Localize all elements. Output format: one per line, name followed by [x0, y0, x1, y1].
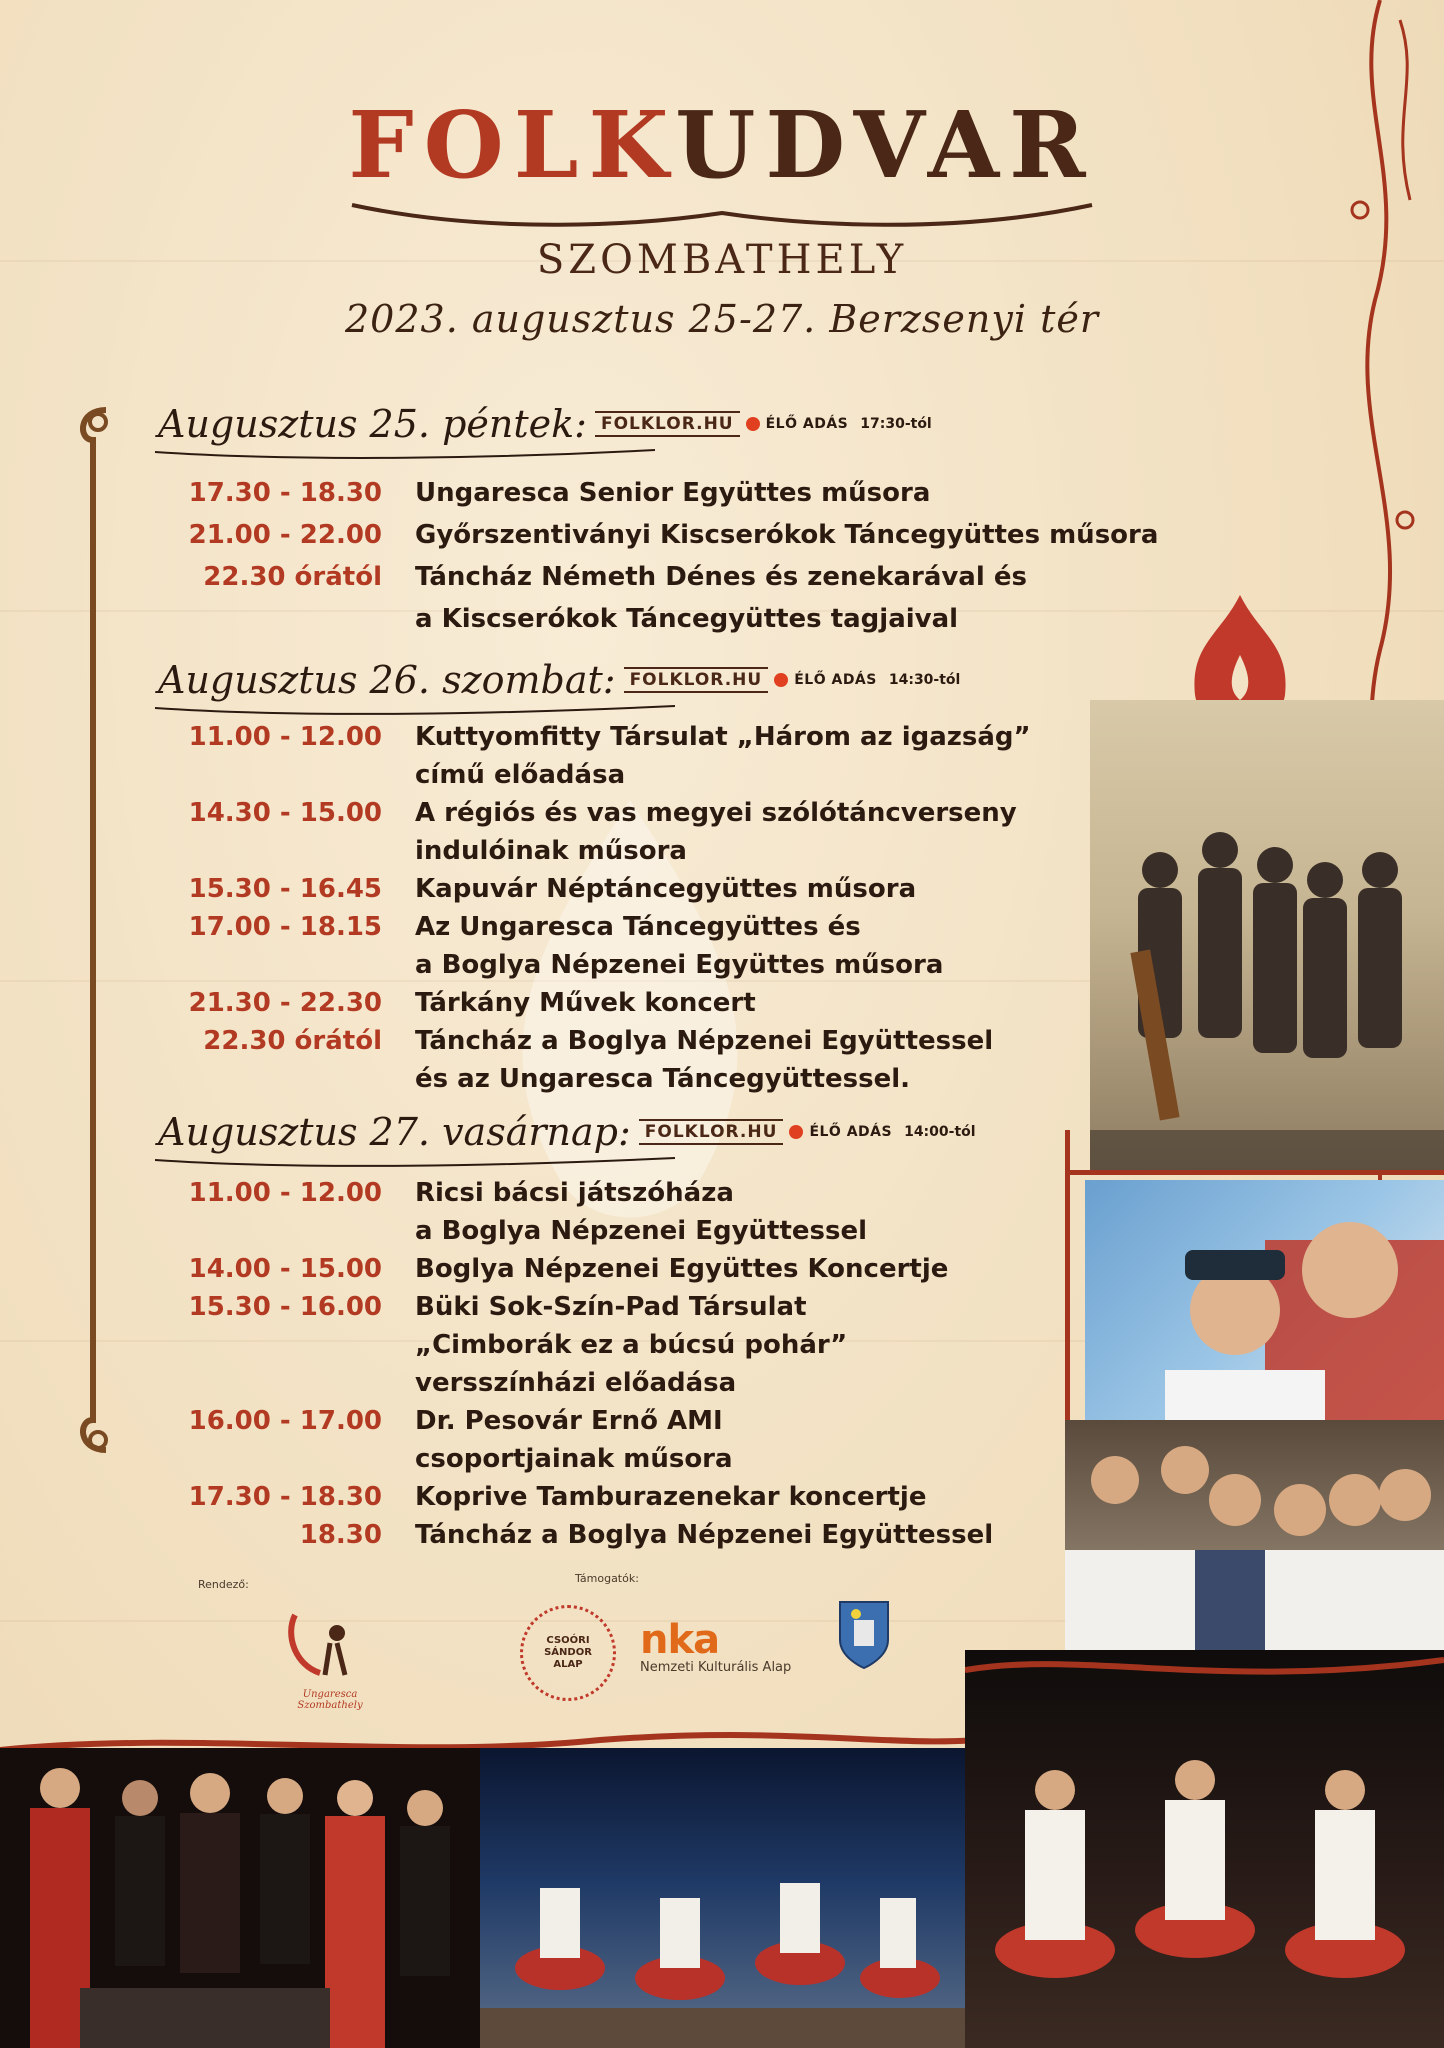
event-title-cont: című előadása	[415, 760, 626, 790]
band-photo	[1090, 700, 1444, 1170]
stage-dancers-photo	[480, 1748, 965, 2048]
festival-date: 2023. augusztus 25-27. Berzsenyi tér	[344, 297, 1100, 341]
schedule-row	[140, 988, 756, 1018]
day-title: Augusztus 27. vasárnap:	[158, 1110, 631, 1154]
live-dot-icon	[774, 673, 788, 687]
nka-name: Nemzeti Kulturális Alap	[640, 1660, 792, 1675]
event-time: 15.30 - 16.45	[188, 874, 382, 904]
event-time: 11.00 - 12.00	[188, 722, 382, 752]
underline-swash-icon	[155, 448, 655, 462]
event-time: 17.30 - 18.30	[188, 1482, 382, 1512]
live-badge	[624, 667, 961, 693]
logo-folk: FOLK	[348, 91, 676, 199]
event-time: 15.30 - 16.00	[188, 1292, 382, 1322]
event-title: Táncház a Boglya Népzenei Együttessel	[415, 1026, 994, 1056]
event-time: 16.00 - 17.00	[188, 1406, 382, 1436]
live-badge	[639, 1119, 976, 1145]
dancers-photo	[1085, 1180, 1444, 1450]
csoori-logo-text: CSOÓRI SÁNDOR ALAP	[544, 1635, 592, 1670]
event-title-cont: indulóinak műsora	[415, 836, 687, 866]
event-title-cont: versszínházi előadása	[415, 1368, 737, 1398]
underline-swash-icon	[155, 1156, 675, 1170]
schedule-row	[140, 478, 930, 508]
live-time: 14:00-tól	[904, 1124, 976, 1140]
photo-frame-border	[1065, 1170, 1444, 1175]
city-coat-of-arms-icon	[838, 1600, 890, 1670]
event-time: 17.30 - 18.30	[188, 478, 382, 508]
event-title: Tárkány Művek koncert	[415, 988, 756, 1018]
live-label: ÉLŐ ADÁS	[765, 416, 849, 432]
schedule-row	[140, 1520, 993, 1550]
event-time: 22.30 órától	[203, 562, 382, 592]
day-title: Augusztus 26. szombat:	[158, 658, 616, 702]
festival-logo	[0, 91, 1444, 199]
nka-logo	[640, 1617, 792, 1675]
event-time: 21.00 - 22.00	[188, 520, 382, 550]
poster-header	[0, 91, 1444, 341]
event-time: 17.00 - 18.15	[188, 912, 382, 942]
dancers-photo-illustration-icon	[1085, 1180, 1444, 1450]
live-badge	[595, 411, 932, 437]
event-title: Az Ungaresca Táncegyüttes és	[415, 912, 861, 942]
event-time: 22.30 órától	[203, 1026, 382, 1056]
event-title-cont: csoportjainak műsora	[415, 1444, 733, 1474]
live-label: ÉLŐ ADÁS	[794, 672, 877, 688]
event-time: 21.30 - 22.30	[188, 988, 382, 1018]
schedule-row	[140, 722, 1031, 752]
event-time: 11.00 - 12.00	[188, 1178, 382, 1208]
day-heading-3	[158, 1110, 976, 1154]
schedule-row	[140, 1254, 948, 1284]
schedule-row	[140, 1292, 807, 1322]
event-title: Ungaresca Senior Együttes műsora	[415, 478, 931, 508]
supporters-label: Támogatók:	[575, 1572, 639, 1585]
event-title: Büki Sok-Szín-Pad Társulat	[415, 1292, 807, 1322]
schedule-row	[140, 798, 1017, 828]
event-title-cont: a Kiscserókok Táncegyüttes tagjaival	[415, 604, 959, 634]
schedule-row	[140, 1026, 993, 1056]
event-title: Koprive Tamburazenekar koncertje	[415, 1482, 927, 1512]
event-title-cont: „Cimborák ez a búcsú pohár”	[415, 1330, 848, 1360]
folklor-logo: FOLKLOR.HU	[624, 667, 769, 693]
event-title-cont: a Boglya Népzenei Együttes műsora	[415, 950, 944, 980]
left-bracket-ornament-icon	[68, 400, 118, 1460]
nka-mark: nka	[640, 1617, 720, 1663]
logo-udvar: UDVAR	[675, 91, 1096, 199]
schedule-row	[140, 520, 1158, 550]
group-photo-illustration-icon	[1065, 1420, 1444, 1665]
folklor-logo: FOLKLOR.HU	[595, 411, 740, 437]
live-label: ÉLŐ ADÁS	[809, 1124, 893, 1140]
schedule-row	[140, 1178, 734, 1208]
ungaresca-logo-icon	[275, 1595, 385, 1685]
musicians-photo	[0, 1748, 480, 2048]
day-heading-1	[158, 402, 932, 446]
live-time: 17:30-tól	[860, 416, 932, 432]
schedule-row	[140, 912, 861, 942]
organizer-label: Rendező:	[198, 1578, 249, 1591]
live-dot-icon	[789, 1125, 803, 1139]
csoori-logo	[520, 1605, 616, 1701]
event-title: Ricsi bácsi játszóháza	[415, 1178, 734, 1208]
musicians-photo-illustration-icon	[0, 1748, 480, 2048]
event-title: Győrszentiványi Kiscserókok Táncegyüttes műsora	[415, 520, 1159, 550]
event-title: A régiós és vas megyei szólótáncverseny	[415, 798, 1017, 828]
event-time: 14.00 - 15.00	[188, 1254, 382, 1284]
schedule-row	[140, 874, 916, 904]
folk-dance-photo-illustration-icon	[965, 1650, 1444, 2048]
event-time: 14.30 - 15.00	[188, 798, 382, 828]
event-title: Kapuvár Néptáncegyüttes műsora	[415, 874, 917, 904]
group-photo	[1065, 1420, 1444, 1665]
day-title: Augusztus 25. péntek:	[158, 402, 587, 446]
event-title: Táncház Németh Dénes és zenekarával és	[415, 562, 1027, 592]
event-title-cont: és az Ungaresca Táncegyüttessel.	[415, 1064, 911, 1094]
event-title: Táncház a Boglya Népzenei Együttessel	[415, 1520, 994, 1550]
schedule-row	[140, 562, 1027, 592]
day-heading-2	[158, 658, 960, 702]
organizer-logo	[275, 1595, 385, 1711]
logo-swash-icon	[342, 195, 1102, 231]
schedule-row	[140, 1406, 723, 1436]
city-name: SZOMBATHELY	[536, 237, 908, 283]
organizer-name: Ungaresca Szombathely	[297, 1689, 363, 1711]
stage-dancers-photo-illustration-icon	[480, 1748, 965, 2048]
live-time: 14:30-tól	[888, 672, 961, 688]
live-dot-icon	[746, 417, 760, 431]
schedule-row	[140, 1482, 926, 1512]
band-photo-illustration-icon	[1090, 700, 1444, 1170]
underline-swash-icon	[155, 704, 675, 718]
event-title-cont: a Boglya Népzenei Együttessel	[415, 1216, 868, 1246]
folklor-logo: FOLKLOR.HU	[639, 1119, 784, 1145]
event-title: Dr. Pesovár Ernő AMI	[415, 1406, 723, 1436]
event-title: Kuttyomfitty Társulat „Három az igazság”	[415, 722, 1031, 752]
event-title: Boglya Népzenei Együttes Koncertje	[415, 1254, 949, 1284]
event-time: 18.30	[299, 1520, 382, 1550]
folk-dance-photo	[965, 1650, 1444, 2048]
